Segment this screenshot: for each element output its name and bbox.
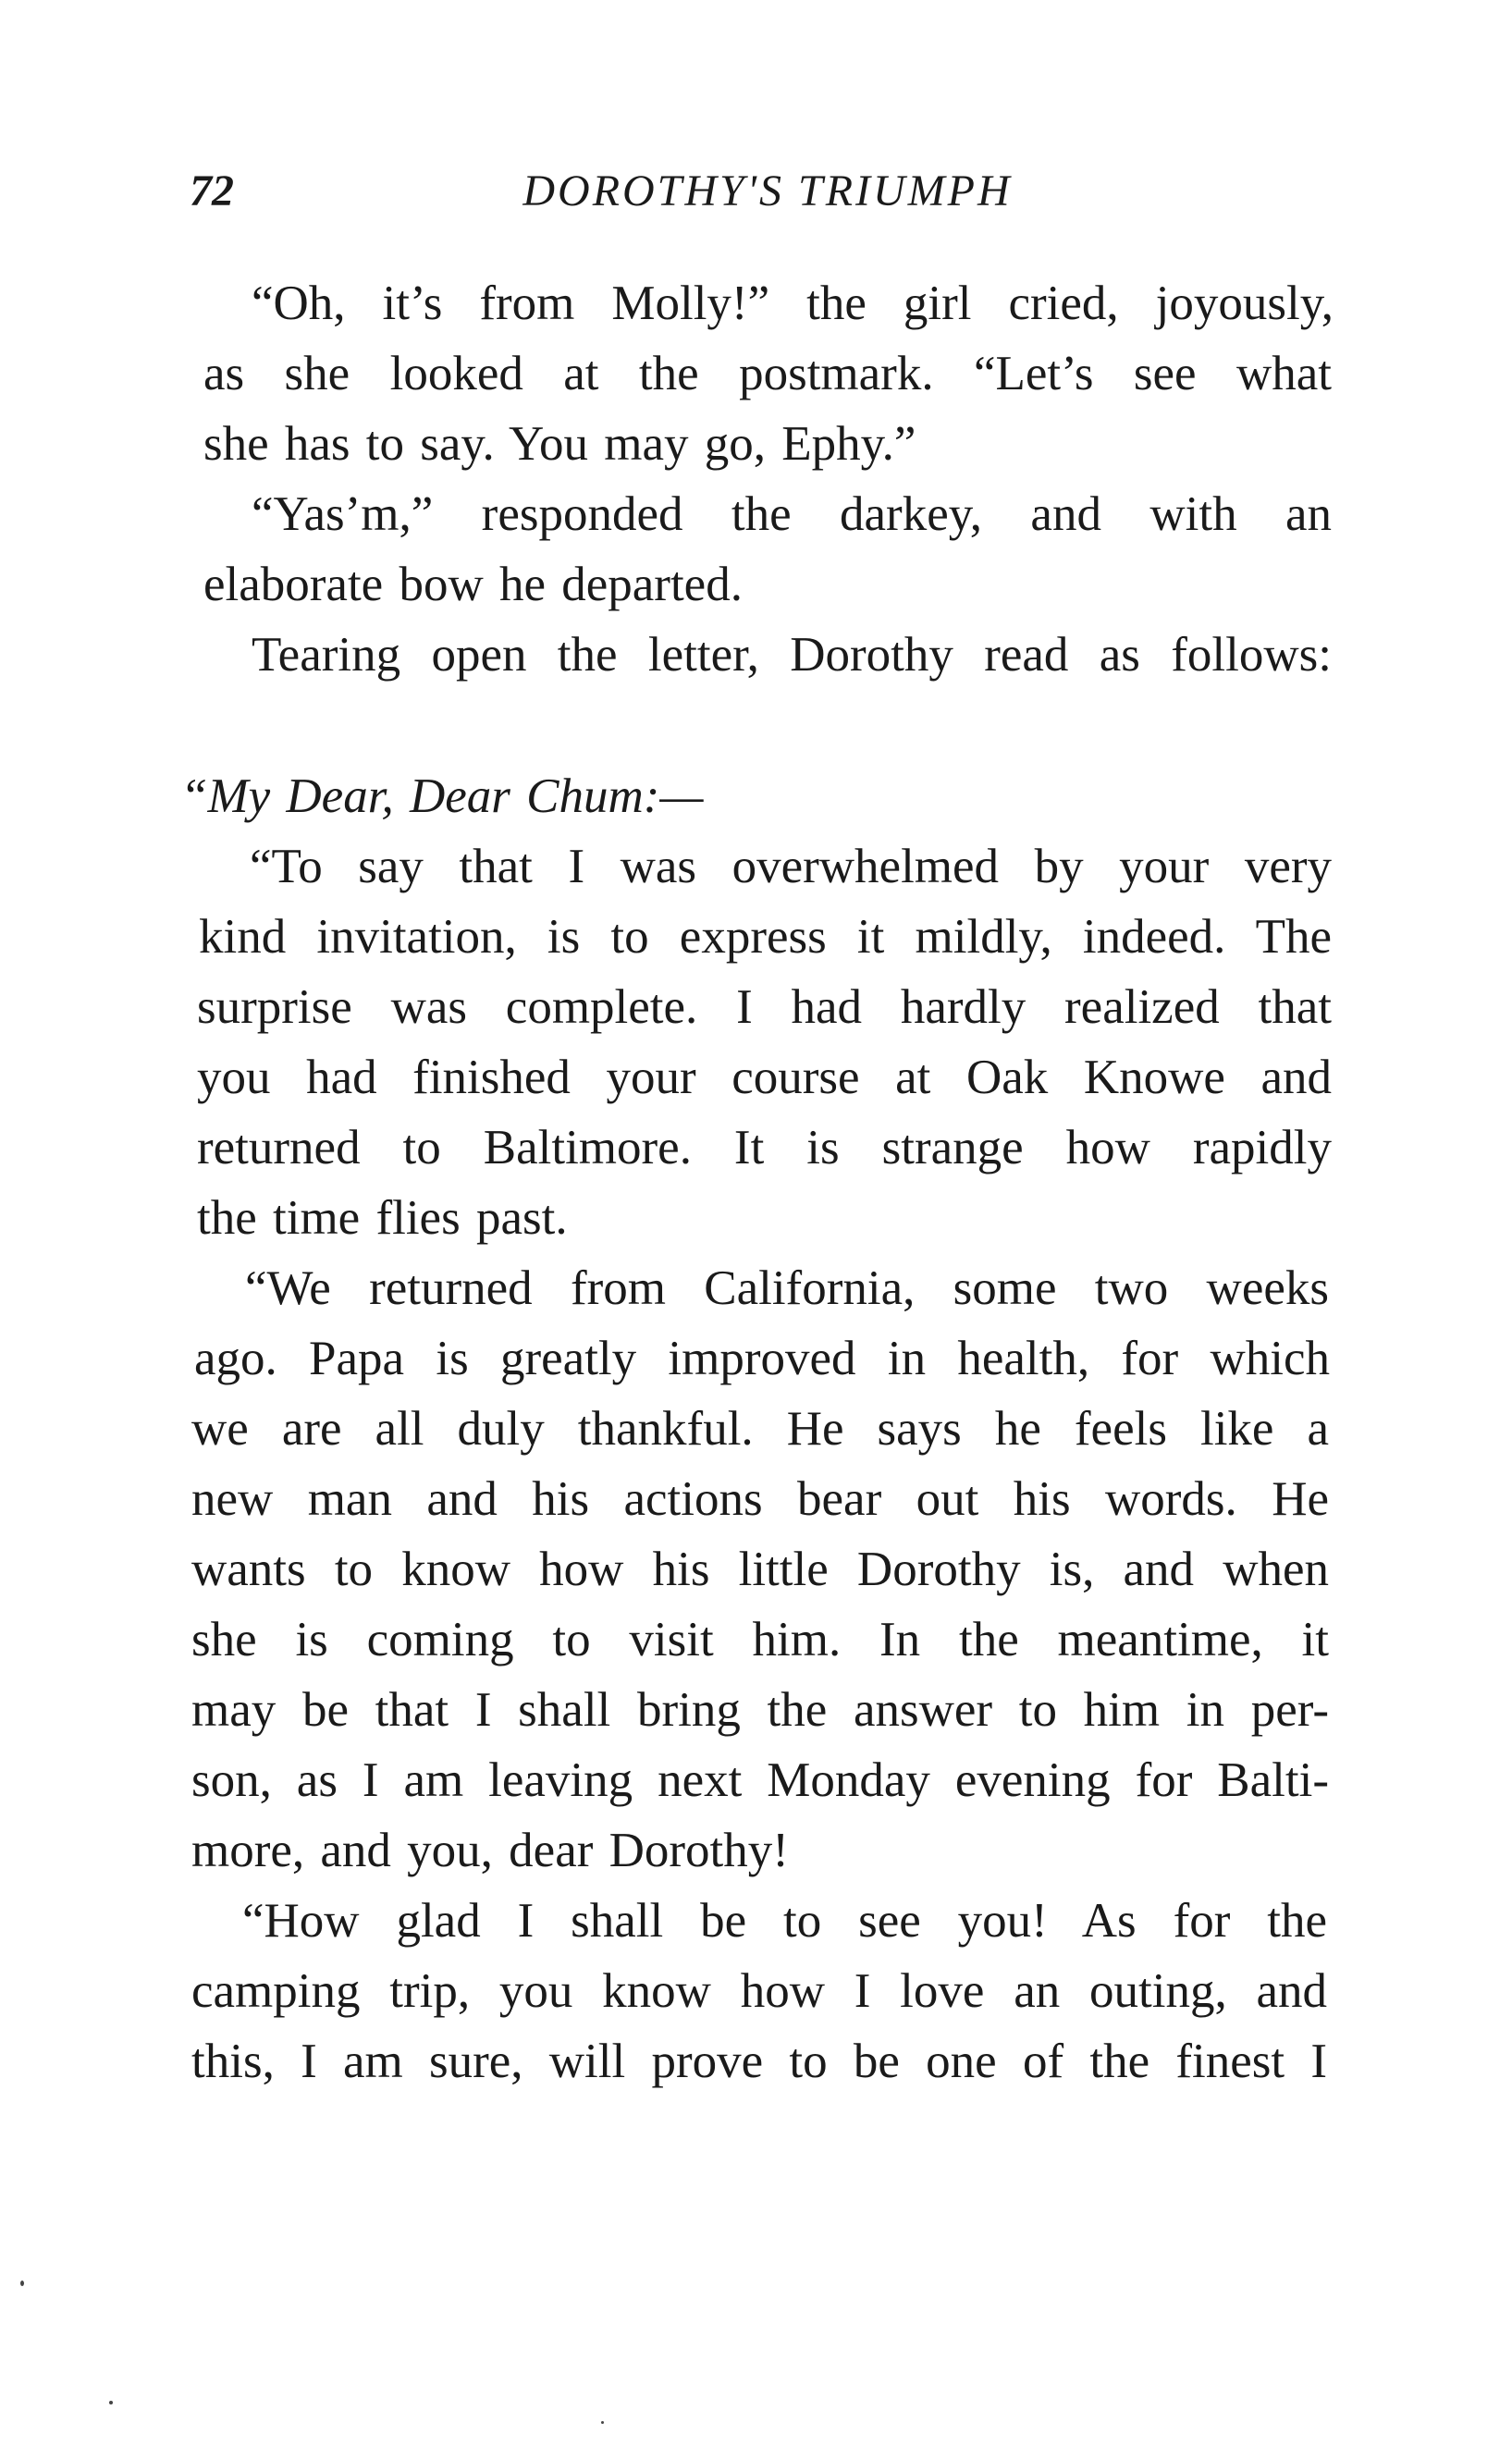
- text-line: “Oh, it’s from Molly!” the girl cried, joyously,: [252, 277, 1334, 330]
- text-line: we are all duly thankful. He says he feels like a: [191, 1402, 1329, 1456]
- text-line: surprise was complete. I had hardly realized that: [197, 980, 1332, 1034]
- scan-speck: [20, 2281, 24, 2286]
- text-line: “We returned from California, some two weeks: [245, 1261, 1329, 1315]
- text-line: may be that I shall bring the answer to him in per-: [191, 1683, 1329, 1737]
- text-line: Tearing open the letter, Dorothy read as follows:: [252, 628, 1332, 682]
- text-line: as she looked at the postmark. “Let’s see what: [203, 347, 1332, 400]
- text-line: ago. Papa is greatly improved in health, for which: [194, 1332, 1330, 1385]
- text-line: kind invitation, is to express it mildly, indeed. The: [199, 910, 1332, 964]
- text-line: she is coming to visit him. In the meantime, it: [191, 1613, 1329, 1666]
- text-line: she has to say. You may go, Ephy.”: [203, 417, 916, 471]
- text-line: “To say that I was overwhelmed by your very: [250, 840, 1332, 893]
- text-line: “Yas’m,” responded the darkey, and with an: [252, 487, 1332, 541]
- text-line: elaborate bow he departed.: [203, 558, 743, 611]
- text-line: more, and you, dear Dorothy!: [191, 1824, 789, 1877]
- running-head: DOROTHY'S TRIUMPH: [522, 166, 1013, 215]
- letter-salutation: “My Dear, Dear Chum:—: [180, 769, 704, 823]
- page-header: [0, 159, 1512, 224]
- text-line: wants to know how his little Dorothy is, and when: [191, 1543, 1329, 1596]
- text-line: camping trip, you know how I love an outing, and: [191, 1964, 1327, 2018]
- page-number: 72: [190, 166, 234, 215]
- scan-speck: [109, 2401, 113, 2404]
- text-line: “How glad I shall be to see you! As for the: [242, 1894, 1327, 1948]
- text-line: son, as I am leaving next Monday evening for Balti-: [191, 1753, 1329, 1807]
- text-line: you had finished your course at Oak Knowe and: [197, 1051, 1332, 1104]
- scan-speck: [601, 2421, 604, 2424]
- text-line: new man and his actions bear out his words. He: [191, 1472, 1329, 1526]
- text-line: the time flies past.: [197, 1191, 568, 1245]
- text-line: returned to Baltimore. It is strange how rapidly: [197, 1121, 1332, 1174]
- text-line: this, I am sure, will prove to be one of the finest I: [191, 2035, 1327, 2088]
